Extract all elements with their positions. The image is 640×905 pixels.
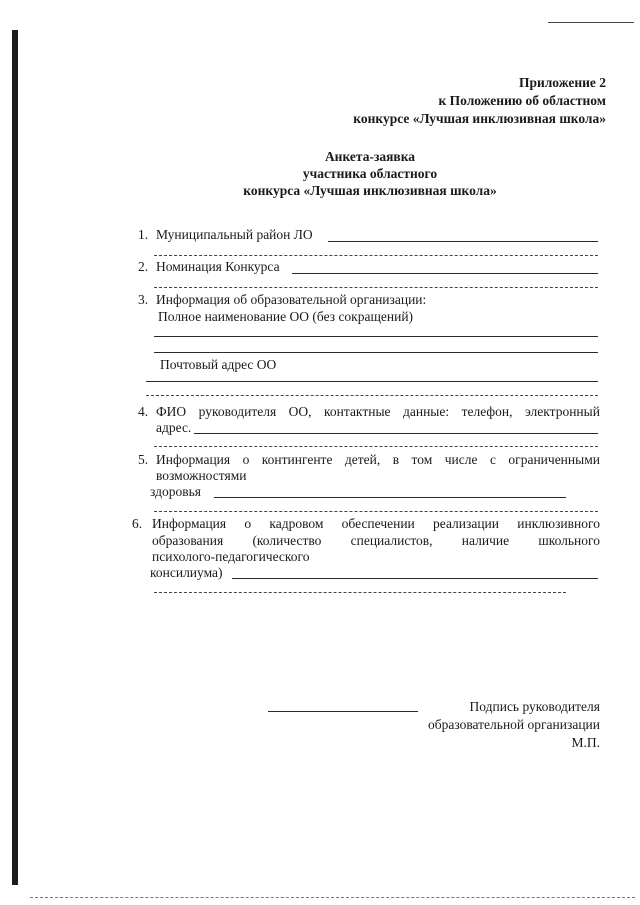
item-6-field[interactable] [232, 578, 598, 579]
signature-line-2: образовательной организации [427, 717, 600, 732]
item-5-label: Информация о контингенте детей, в том числе с ограниченными [156, 452, 600, 467]
item-2-number: 2. [138, 259, 149, 274]
item-5-label-cont-2: здоровья [150, 484, 201, 499]
form-title [0, 148, 640, 199]
item-3-address-field-2[interactable] [146, 395, 598, 396]
scan-bottom-mark [30, 897, 635, 899]
item-6-field-extra[interactable] [154, 592, 566, 593]
item-3-number: 3. [138, 292, 149, 307]
item-4-label-cont: адрес. [156, 420, 192, 435]
appendix-line-1: Приложение 2 [518, 75, 606, 90]
item-6-label: Информация о кадровом обеспечении реализации инклюзивного [152, 516, 600, 531]
item-3-fullname-field-2[interactable] [154, 352, 598, 353]
signature-block [428, 698, 600, 752]
item-6-label-line-3: психолого-педагогического [152, 549, 310, 564]
item-3-label: Информация об образовательной организации: [156, 292, 427, 307]
item-6-number: 6. [132, 516, 143, 531]
item-4-field-extra[interactable] [154, 446, 598, 447]
item-5-label-cont: возможностями [156, 468, 247, 483]
item-2-field-extra[interactable] [154, 287, 598, 288]
item-1-field[interactable] [328, 241, 598, 242]
title-line-2: участника областного [302, 166, 438, 181]
item-2-field[interactable] [292, 273, 598, 274]
item-2-label: Номинация Конкурса [156, 259, 280, 274]
stamp-place-label: М.П. [571, 735, 600, 750]
item-3-fullname-field[interactable] [154, 336, 598, 337]
signature-field[interactable] [268, 711, 418, 712]
item-1-field-extra[interactable] [154, 255, 598, 256]
item-3-fullname-label: Полное наименование ОО (без сокращений) [158, 309, 414, 324]
title-line-1: Анкета-заявка [324, 149, 416, 164]
scan-top-mark [548, 22, 634, 23]
item-4-label: ФИО руководителя ОО, контактные данные: телефон, электронный [156, 404, 600, 419]
item-3-address-label: Почтовый адрес ОО [160, 357, 277, 372]
appendix-line-2: к Положению об областном [438, 93, 606, 108]
item-1-number: 1. [138, 227, 149, 242]
item-1-label: Муниципальный район ЛО [156, 227, 313, 242]
appendix-header [353, 74, 606, 128]
item-4-field[interactable] [194, 433, 598, 434]
item-6-label-line-2: образования (количество специалистов, наличие школьного [152, 533, 600, 548]
title-line-3: конкурса «Лучшая инклюзивная школа» [243, 183, 497, 198]
item-5-field[interactable] [214, 497, 566, 498]
item-5-number: 5. [138, 452, 149, 467]
signature-line-1: Подпись руководителя [469, 699, 600, 714]
appendix-line-3: конкурсе «Лучшая инклюзивная школа» [353, 111, 606, 126]
item-5-field-extra[interactable] [154, 511, 598, 512]
item-3-address-field[interactable] [146, 381, 598, 382]
item-6-label-line-4: консилиума) [150, 565, 223, 580]
item-4-number: 4. [138, 404, 149, 419]
